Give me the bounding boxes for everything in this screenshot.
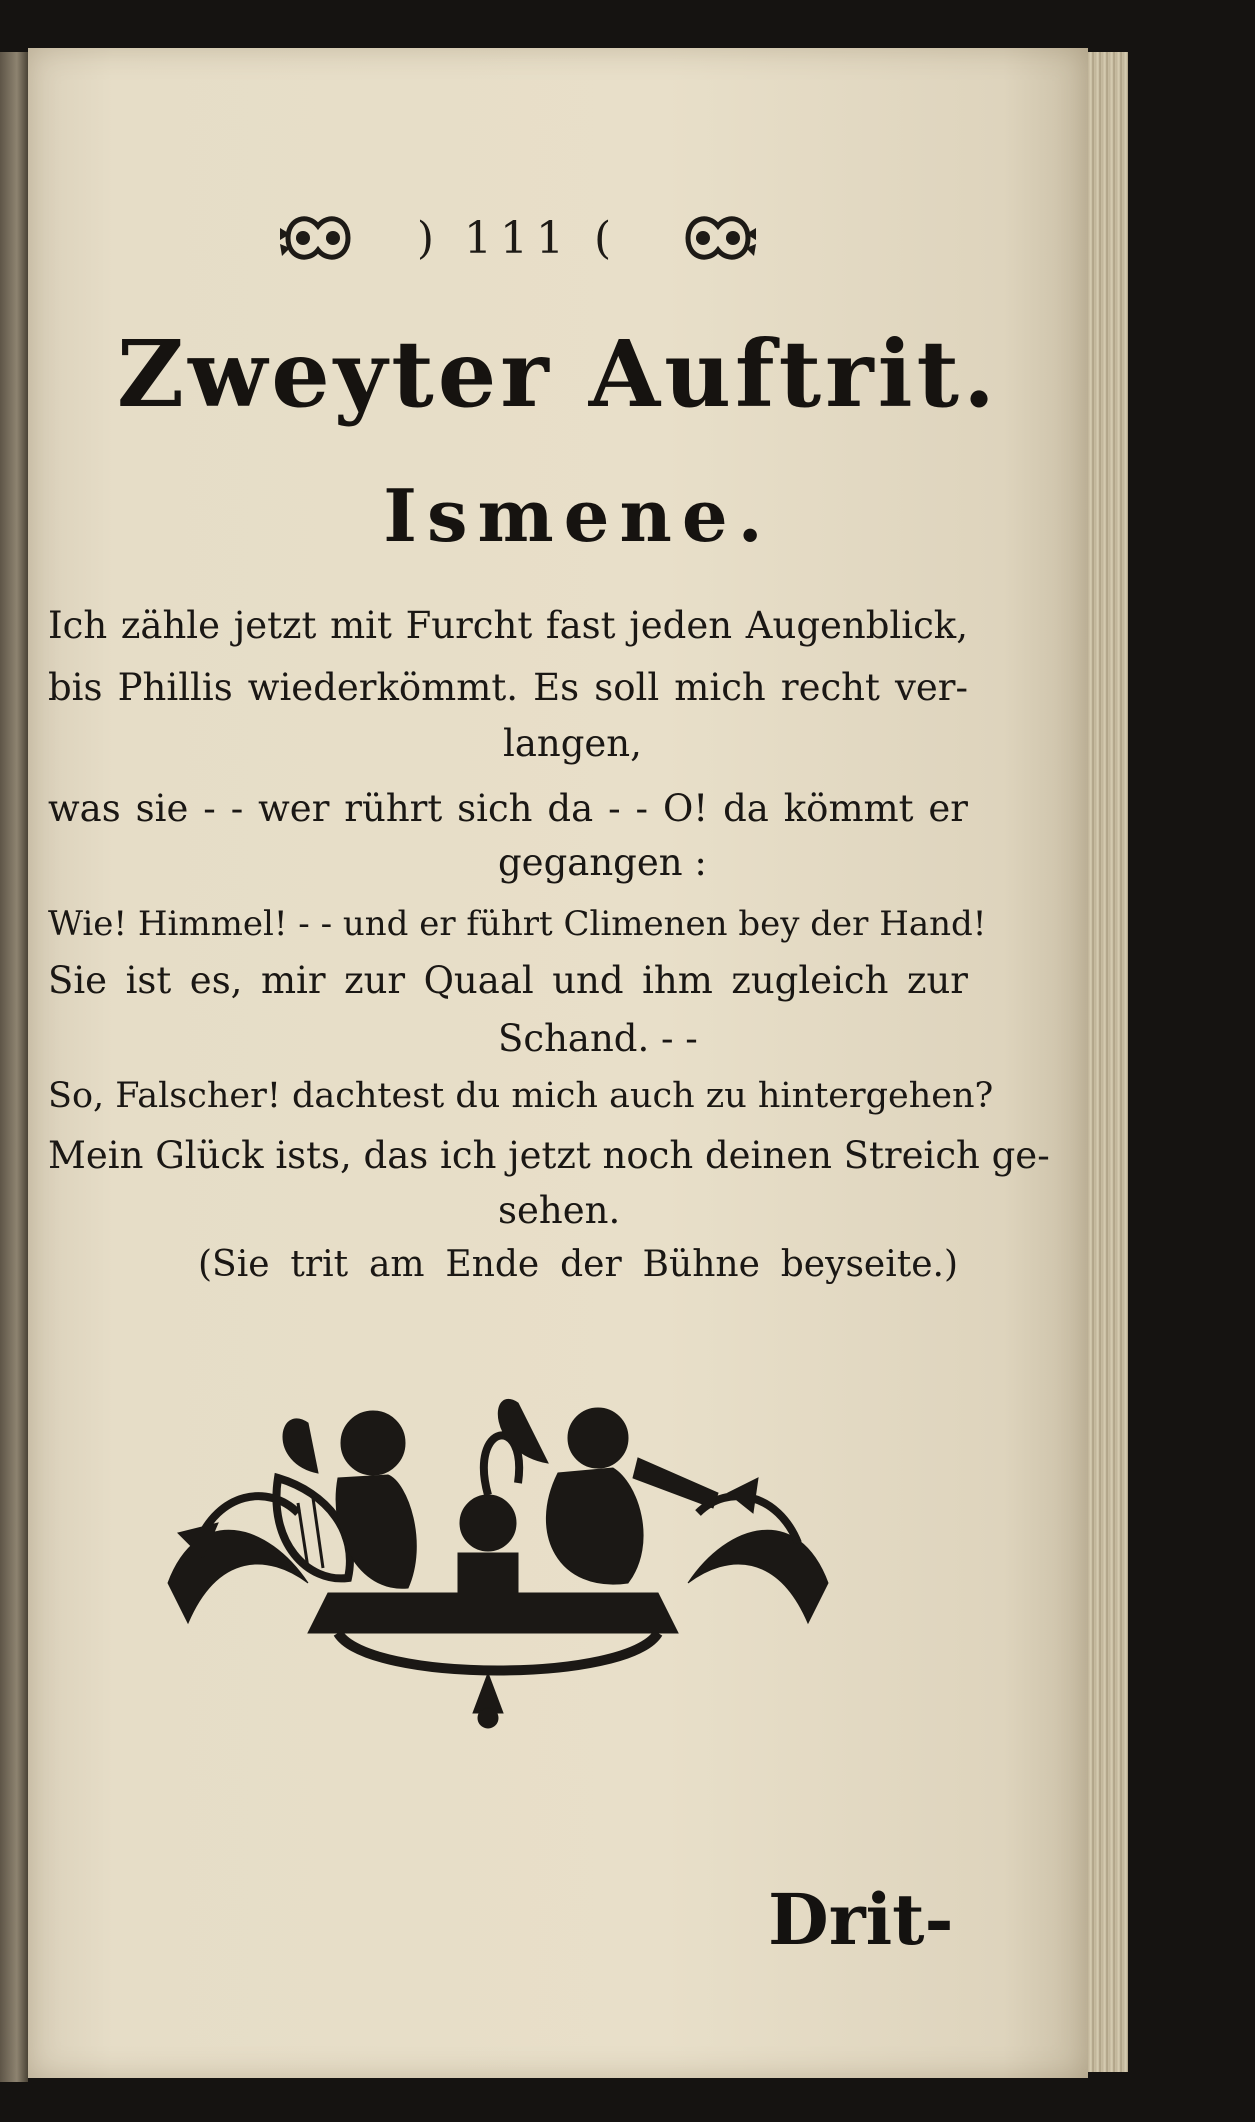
catchword: Drit- (768, 1878, 954, 1961)
scene-title: Zweyter Auftrit. (116, 320, 1000, 428)
verse-line: was sie - - wer rührt sich da - - O! da kömmt er (48, 787, 968, 830)
page-block-edges (1088, 52, 1128, 2072)
verse-line: So, Falscher! dachtest du mich auch zu hintergehen? (48, 1076, 994, 1116)
verse-line-runover: sehen. (498, 1189, 621, 1232)
verse-line-runover: langen, (503, 722, 642, 765)
stage-direction: (Sie trit am Ende der Bühne beyseite.) (198, 1244, 958, 1285)
adjacent-page-edge (0, 52, 28, 2082)
header-ornament-left-icon (278, 208, 358, 268)
verse-line-runover: gegangen : (498, 841, 707, 884)
verse-line: bis Phillis wiederkömmt. Es soll mich recht ver- (48, 666, 968, 709)
verse-line: Ich zähle jetzt mit Furcht fast jeden Augenblick, (48, 604, 968, 647)
verse-line: Mein Glück ists, das ich jetzt noch deinen Streich ge- (48, 1134, 1050, 1177)
verse-line: Wie! Himmel! - - und er führt Climenen bey der Hand! (48, 904, 987, 944)
verse-line: Sie ist es, mir zur Quaal und ihm zugleich zur (48, 959, 968, 1002)
speaker-name: Ismene. (383, 473, 773, 558)
verse-line-runover: Schand. - - (498, 1017, 698, 1060)
header-ornament-right-icon (678, 208, 758, 268)
page-header (278, 203, 758, 273)
book-page (28, 48, 1088, 2078)
page-number: ) 111 ( (416, 212, 620, 264)
cherub-vignette-icon (158, 1383, 838, 1743)
